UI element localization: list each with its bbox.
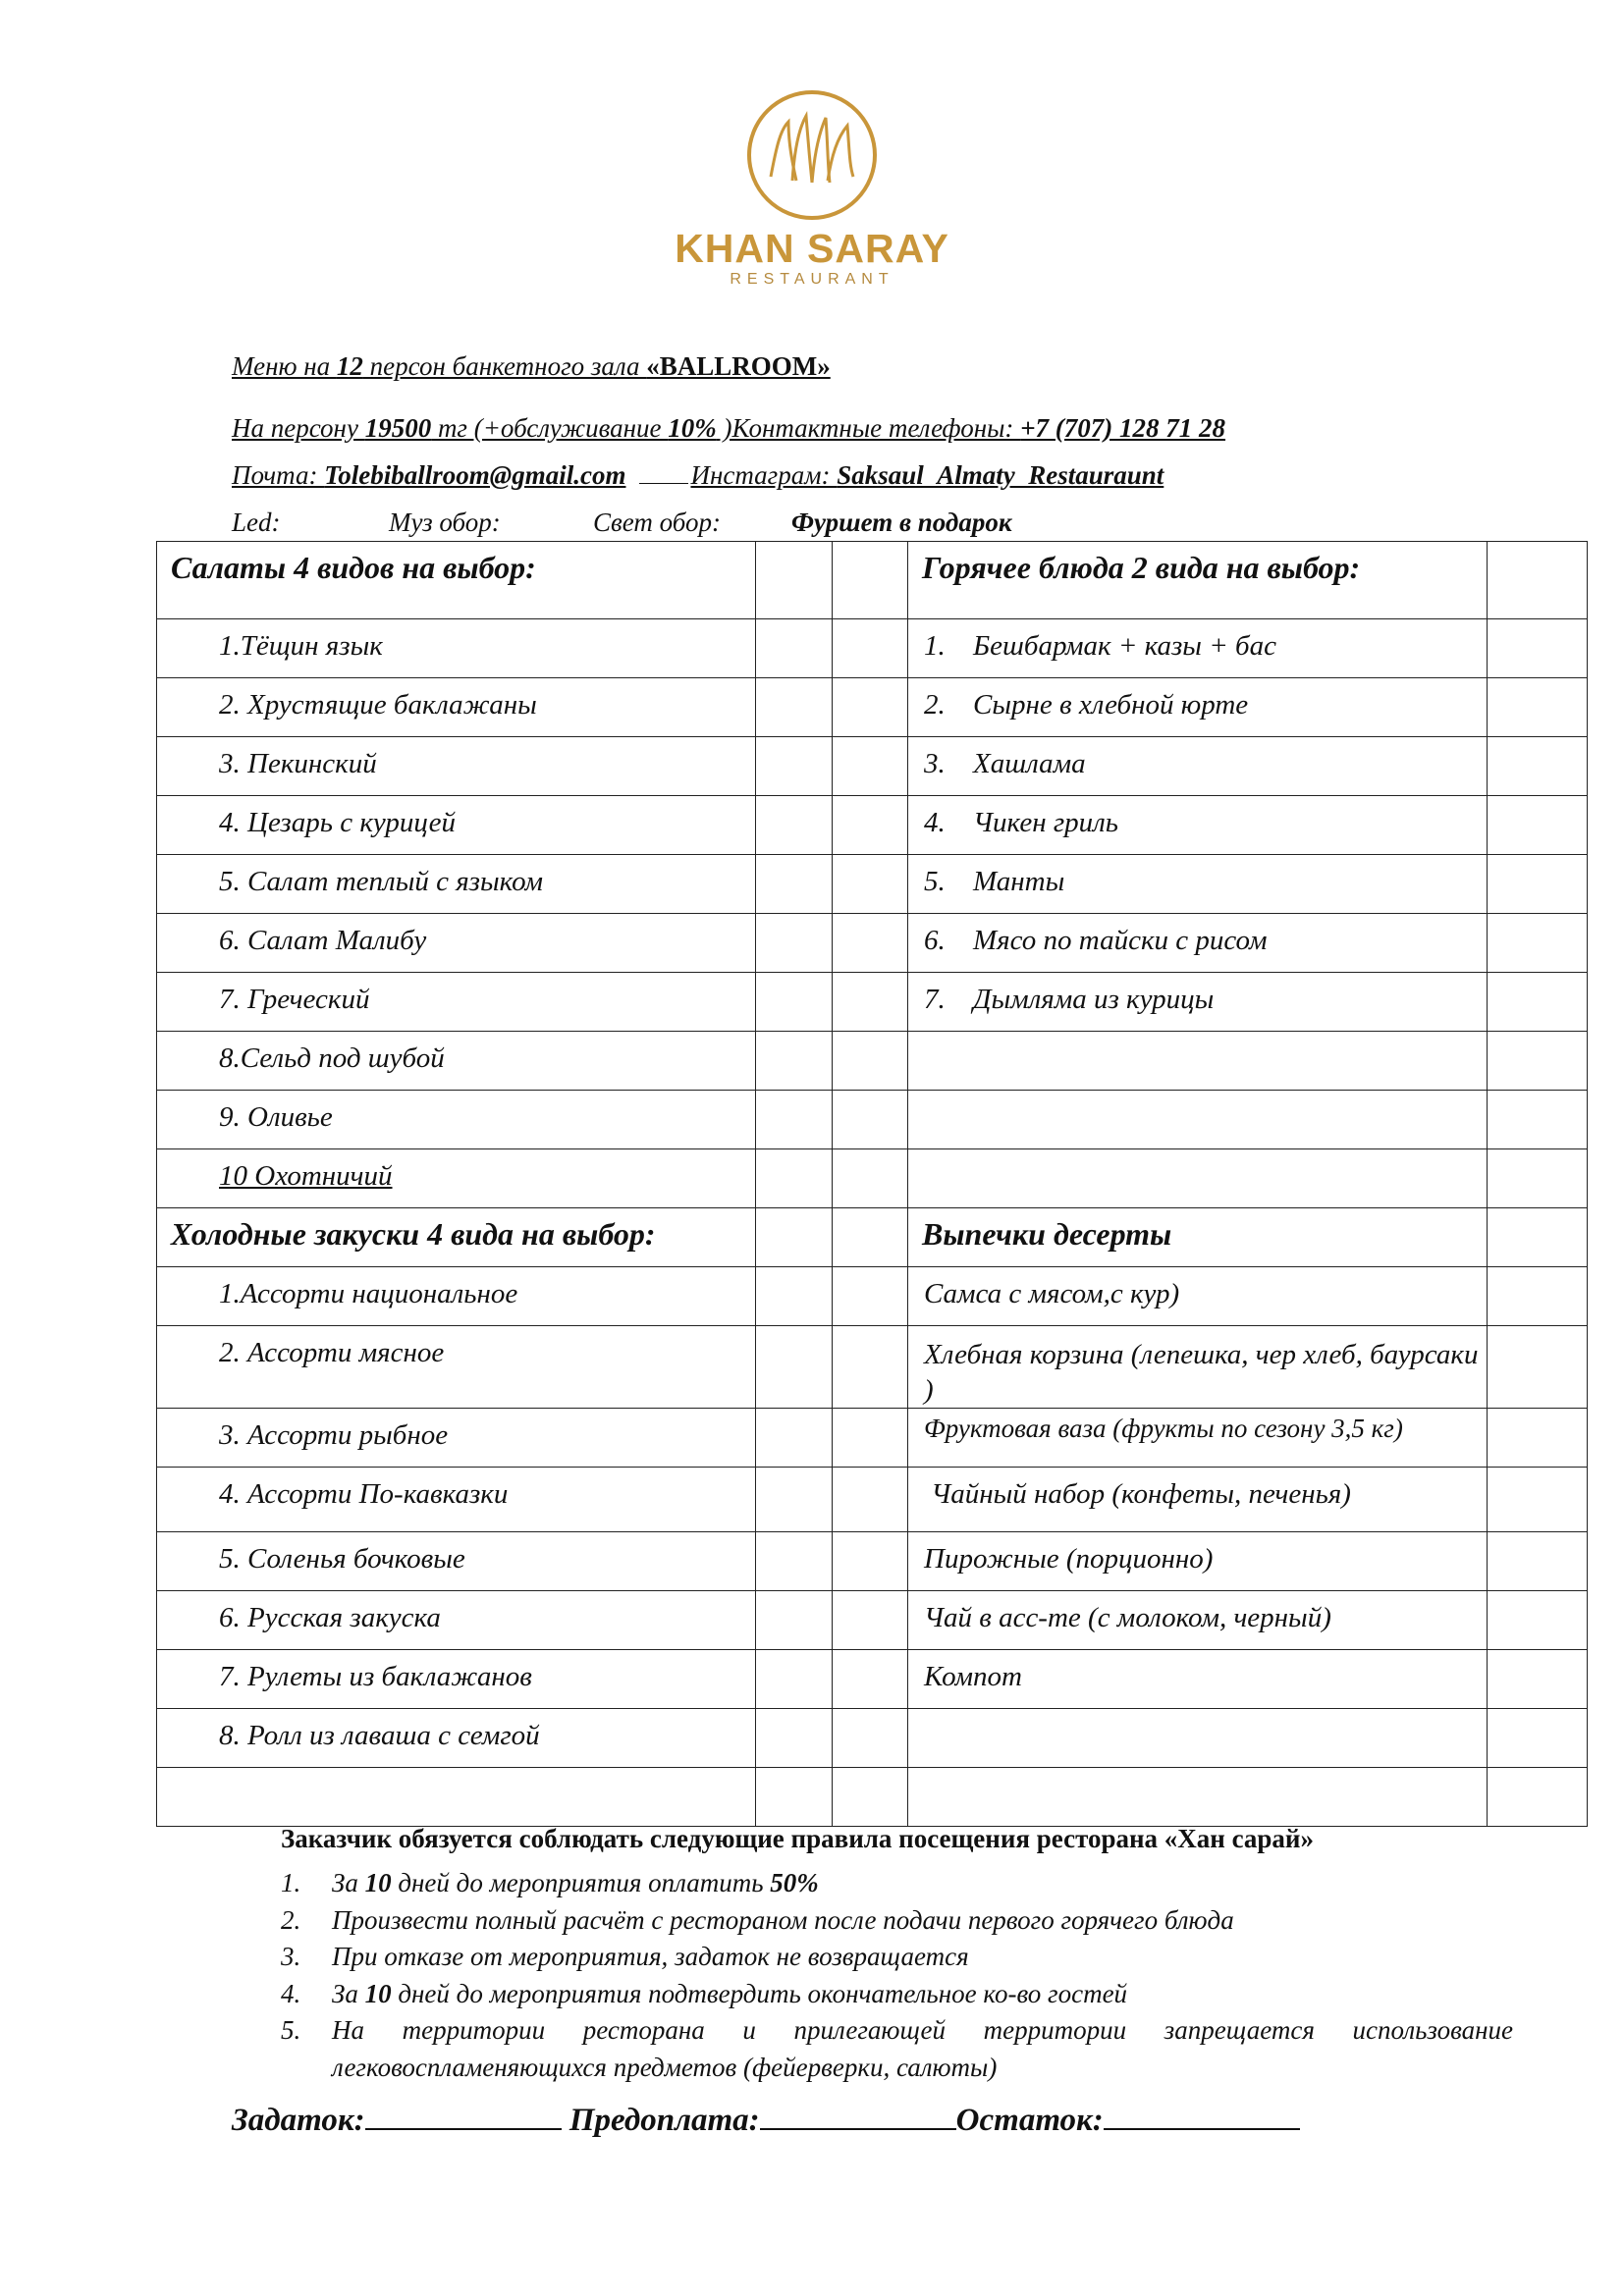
dessert-section-title: Выпечки десерты [908,1208,1488,1267]
table-row [157,1650,1588,1709]
table-row [157,1409,1588,1468]
rule-item: 3. При отказе от мероприятия, задаток не возвращается [281,1942,969,1971]
hot-item: 6. Мясо по тайски с рисом [908,914,1488,973]
rule-item: 4. За 10 дней до мероприятия подтвердить окончательное ко-во гостей [281,1978,1128,2008]
table-row [157,678,1588,737]
table-row [157,1326,1588,1409]
rule-item: 2. Произвести полный расчёт с рестораном после подачи первого горячего блюда [281,1904,1234,1935]
hot-section-title: Горячее блюда 2 вида на выбор: [908,542,1488,619]
cold-item: 1.Ассорти национальное [157,1267,756,1326]
salad-item: 6. Салат Малибу [157,914,756,973]
restaurant-logo [0,86,1624,289]
rule-item: 5. На территории ресторана и прилегающей территории запрещается использование легковоспламеняющихся предметов (фейерверки, салюты) [281,2015,1513,2082]
cold-item: 8. Ролл из лаваша с семгой [157,1709,756,1768]
cold-item: 7. Рулеты из баклажанов [157,1650,756,1709]
rules-title: Заказчик обязуется соблюдать следующие правила посещения ресторана «Хан сарай» [281,1824,1314,1853]
cold-item: 3. Ассорти рыбное [157,1409,756,1468]
rules-list [281,1865,1513,2086]
cold-section-title: Холодные закуски 4 вида на выбор: [157,1208,756,1267]
salad-item: 5. Салат теплый с языком [157,855,756,914]
salad-item: 7. Греческий [157,973,756,1032]
table-row [157,796,1588,855]
rest-label: Остаток: [955,2103,1104,2138]
dessert-item: Чай в асс-те (с молоком, черный) [908,1591,1488,1650]
dessert-item: Компот [908,1650,1488,1709]
cold-item: 5. Соленья бочковые [157,1532,756,1591]
cold-item: 2. Ассорти мясное [157,1326,756,1409]
separator-line [639,461,688,484]
table-row [157,1768,1588,1827]
hot-item: 1. Бешбармак + казы + бас [908,619,1488,678]
prepay-label: Предоплата: [568,2103,760,2138]
hot-item: 4. Чикен гриль [908,796,1488,855]
cold-item: 6. Русская закуска [157,1591,756,1650]
hot-item: 5. Манты [908,855,1488,914]
table-row [157,542,1588,619]
email-address: Tolebiballroom@gmail.com [324,460,626,490]
table-row [157,1709,1588,1768]
dessert-item: Хлебная корзина (лепешка, чер хлеб, баурсаки ) [908,1326,1488,1409]
salad-item: 2. Хрустящие баклажаны [157,678,756,737]
palm-leaf-logo-icon [743,86,881,224]
menu-table [156,541,1588,1827]
hot-item: 3. Хашлама [908,737,1488,796]
header-line-menu: Меню на 12 персон банкетного зала «BALLROOM» [232,351,831,381]
rest-blank [1104,2101,1300,2130]
salad-item: 8.Сельд под шубой [157,1032,756,1091]
dessert-item: Фруктовая ваза (фрукты по сезону 3,5 кг) [908,1409,1488,1468]
hot-item: 7. Дымляма из курицы [908,973,1488,1032]
hot-item: 2. Сырне в хлебной юрте [908,678,1488,737]
table-row [157,1149,1588,1208]
table-row [157,737,1588,796]
table-row [157,855,1588,914]
table-row [157,1032,1588,1091]
salad-item: 1.Тёщин язык [157,619,756,678]
header-line-price: На персону 19500 тг (+обслуживание 10% )Контактные телефоны: +7 (707) 128 71 28 [232,413,1226,443]
cold-item: 4. Ассорти По-кавказки [157,1468,756,1532]
salad-item: 9. Оливье [157,1091,756,1149]
dessert-item: Чайный набор (конфеты, печенья) [908,1468,1488,1532]
dessert-item: Самса с мясом,с кур) [908,1267,1488,1326]
table-row [157,1591,1588,1650]
phone-number: +7 (707) 128 71 28 [1020,413,1226,443]
rule-item: 1. За 10 дней до мероприятия оплатить 50% [281,1868,819,1897]
payment-footer [232,2101,1300,2139]
table-row [157,1208,1588,1267]
header-line-contacts: Почта: Tolebiballroom@gmail.com Инстаграм: Saksaul_Almaty_Restauraunt [232,460,1164,490]
brand-name: KHAN SARAY [675,226,949,271]
table-row [157,619,1588,678]
brand-subtitle: RESTAURANT [730,271,894,288]
deposit-blank [365,2101,562,2130]
deposit-label: Задаток: [232,2103,365,2138]
salad-item: 3. Пекинский [157,737,756,796]
table-row [157,1091,1588,1149]
table-row [157,1532,1588,1591]
table-row [157,1267,1588,1326]
instagram-handle: Saksaul_Almaty_Restauraunt [837,460,1164,490]
prepay-blank [760,2101,956,2130]
dessert-item: Пирожные (порционно) [908,1532,1488,1591]
salad-item: 4. Цезарь с курицей [157,796,756,855]
table-row [157,914,1588,973]
table-row [157,1468,1588,1532]
header-line-equipment: Led: Муз обор: Свет обор: Фуршет в подарок [232,507,1012,537]
salads-section-title: Салаты 4 видов на выбор: [157,542,756,619]
salad-item: 10 Охотничий [157,1149,756,1208]
table-row [157,973,1588,1032]
